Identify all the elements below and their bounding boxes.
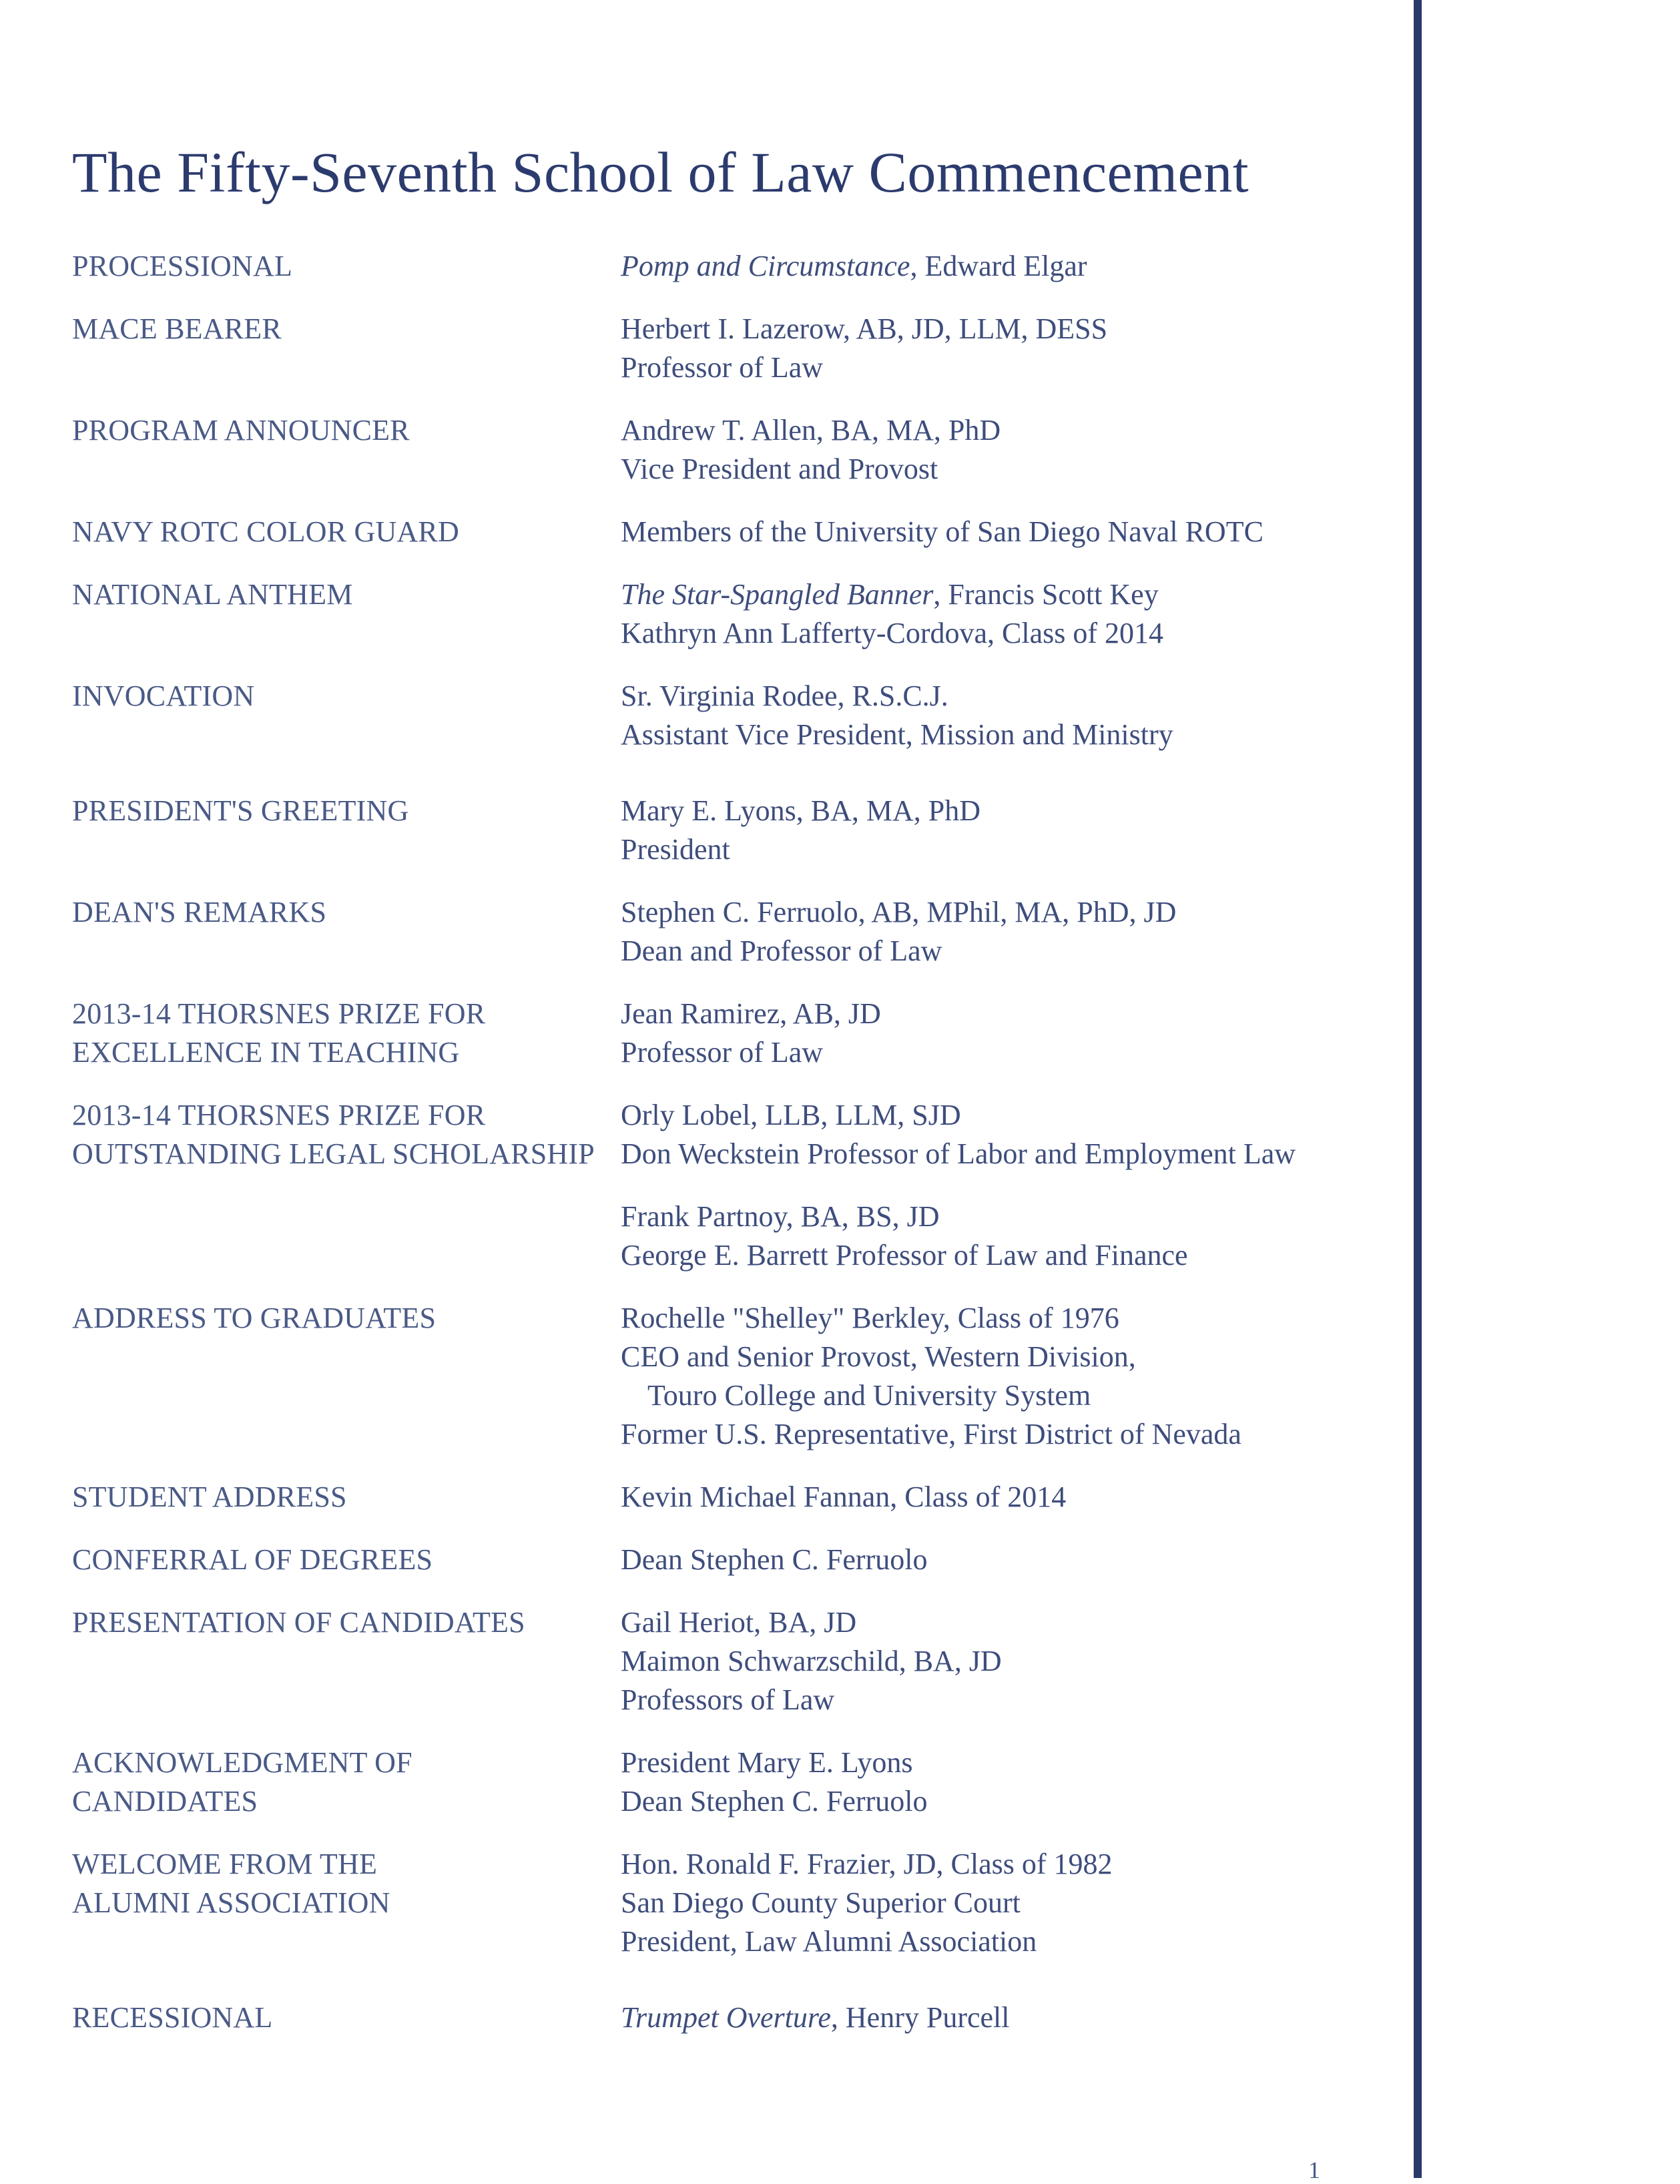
detail-line (621, 995, 1374, 1033)
program-item (72, 995, 1374, 1072)
program-item-label (72, 513, 621, 551)
detail-line (621, 893, 1374, 932)
detail-line (621, 830, 1374, 869)
detail-line (621, 1884, 1374, 1922)
detail-text: Jean Ramirez, AB, JD (621, 997, 881, 1030)
label-line: MACE BEARER (72, 312, 282, 345)
detail-text: San Diego County Superior Court (621, 1886, 1021, 1919)
detail-text: Stephen C. Ferruolo, AB, MPhil, MA, PhD, JD (621, 896, 1177, 928)
detail-text: Andrew T. Allen, BA, MA, PhD (621, 414, 1001, 447)
detail-line (621, 614, 1374, 653)
detail-text: Herbert I. Lazerow, AB, JD, LLM, DESS (621, 312, 1108, 345)
detail-line (621, 310, 1374, 348)
program-item (72, 247, 1374, 286)
detail-text: Maimon Schwarzschild, BA, JD (621, 1645, 1002, 1677)
detail-text: President (621, 833, 730, 866)
label-line: INVOCATION (72, 679, 255, 712)
program-item-details (621, 1096, 1374, 1173)
label-line: STUDENT ADDRESS (72, 1480, 347, 1513)
program-item-details (621, 1478, 1374, 1517)
program-item (72, 1743, 1374, 1821)
program-item-label (72, 411, 621, 450)
detail-text: CEO and Senior Provost, Western Division, (621, 1340, 1136, 1373)
page-number: 1 (1308, 2157, 1320, 2183)
program-item-details (621, 1743, 1374, 1821)
label-line: PRESENTATION OF CANDIDATES (72, 1606, 525, 1639)
detail-line (621, 1478, 1374, 1517)
detail-line (621, 1033, 1374, 1072)
detail-line (621, 1096, 1374, 1135)
program-item-details (621, 677, 1374, 754)
detail-line (621, 1541, 1374, 1579)
detail-text: President, Law Alumni Association (621, 1925, 1037, 1958)
program-item (72, 575, 1374, 653)
detail-line (621, 513, 1374, 551)
detail-text: Touro College and University System (647, 1379, 1091, 1412)
program-item-details (621, 411, 1374, 489)
program-item-label (72, 1541, 621, 1579)
label-line: PRESIDENT'S GREETING (72, 794, 409, 827)
detail-line (621, 1415, 1374, 1454)
detail-line (621, 348, 1374, 387)
program-item-details (621, 1998, 1374, 2037)
detail-line (621, 575, 1374, 614)
label-line: 2013-14 THORSNES PRIZE FOR (72, 997, 486, 1030)
detail-line (621, 1743, 1374, 1782)
detail-line (621, 1135, 1374, 1173)
program-item-details (621, 1197, 1374, 1275)
detail-line (621, 1845, 1374, 1884)
detail-text: Professor of Law (621, 1036, 824, 1069)
program-item-details (621, 1845, 1374, 1961)
program-item-label (72, 1478, 621, 1517)
detail-line (621, 677, 1374, 716)
program-item-details (621, 513, 1374, 551)
detail-text: Gail Heriot, BA, JD (621, 1606, 857, 1639)
detail-line (621, 247, 1374, 286)
detail-text: , Henry Purcell (830, 2001, 1010, 2034)
program-item-details (621, 310, 1374, 387)
program-item-details (621, 792, 1374, 869)
detail-line (621, 1197, 1374, 1236)
detail-text: , Francis Scott Key (933, 578, 1159, 611)
program-item (72, 411, 1374, 489)
detail-text: Members of the University of San Diego Naval ROTC (621, 515, 1264, 548)
program-item (72, 677, 1374, 754)
program-item-label (72, 575, 621, 614)
detail-line (621, 1998, 1374, 2037)
page-title: The Fifty-Seventh School of Law Commencement (72, 140, 1249, 204)
program-item-details (621, 995, 1374, 1072)
detail-text: Kevin Michael Fannan, Class of 2014 (621, 1480, 1067, 1513)
detail-text: George E. Barrett Professor of Law and Finance (621, 1239, 1188, 1272)
program-item (72, 513, 1374, 551)
label-line: NATIONAL ANTHEM (72, 578, 353, 611)
label-line: RECESSIONAL (72, 2001, 273, 2034)
detail-text: Former U.S. Representative, First District of Nevada (621, 1418, 1241, 1450)
work-title: The Star-Spangled Banner (621, 578, 934, 611)
detail-line (621, 1642, 1374, 1681)
program-item-label (72, 677, 621, 716)
detail-text: Professors of Law (621, 1683, 835, 1716)
detail-text: Kathryn Ann Lafferty-Cordova, Class of 2014 (621, 617, 1164, 649)
detail-text: Rochelle "Shelley" Berkley, Class of 1976 (621, 1302, 1119, 1334)
program-item-label (72, 893, 621, 932)
detail-line (621, 411, 1374, 450)
detail-line (621, 932, 1374, 971)
detail-text: Assistant Vice President, Mission and Ministry (621, 718, 1173, 751)
program-item (72, 1096, 1374, 1173)
detail-line (621, 1603, 1374, 1642)
label-line: PROCESSIONAL (72, 250, 293, 282)
label-line: CANDIDATES (72, 1785, 258, 1818)
program-item (72, 1478, 1374, 1517)
program-item-label (72, 1299, 621, 1338)
program-item (72, 1197, 1374, 1275)
program-item-details (621, 247, 1374, 286)
program-item-label (72, 1998, 621, 2037)
detail-text: President Mary E. Lyons (621, 1746, 913, 1779)
detail-text: Professor of Law (621, 351, 824, 384)
program-item-details (621, 893, 1374, 971)
program-item (72, 792, 1374, 869)
program-item-details (621, 1603, 1374, 1719)
label-line: DEAN'S REMARKS (72, 896, 327, 928)
detail-line (621, 450, 1374, 489)
detail-text: Orly Lobel, LLB, LLM, SJD (621, 1099, 961, 1131)
label-line: NAVY ROTC COLOR GUARD (72, 515, 459, 548)
detail-text: Mary E. Lyons, BA, MA, PhD (621, 794, 981, 827)
label-line: OUTSTANDING LEGAL SCHOLARSHIP (72, 1137, 595, 1170)
label-line: ALUMNI ASSOCIATION (72, 1886, 390, 1919)
program-item-details (621, 1299, 1374, 1454)
detail-line (621, 1299, 1374, 1338)
detail-text: , Edward Elgar (910, 250, 1087, 282)
program-item-label (72, 1845, 621, 1922)
detail-line (621, 716, 1374, 754)
work-title: Trumpet Overture (621, 2001, 831, 2034)
program-item-label (72, 310, 621, 348)
program-item-details (621, 575, 1374, 653)
detail-text: Don Weckstein Professor of Labor and Employment Law (621, 1137, 1296, 1170)
detail-text: Frank Partnoy, BA, BS, JD (621, 1200, 940, 1233)
detail-text: Hon. Ronald F. Frazier, JD, Class of 1982 (621, 1848, 1113, 1880)
program-item (72, 1603, 1374, 1719)
program-item-label (72, 1603, 621, 1642)
label-line: EXCELLENCE IN TEACHING (72, 1036, 460, 1069)
program-item (72, 1299, 1374, 1454)
page-edge-rule (1414, 0, 1422, 2178)
program-item-label (72, 995, 621, 1072)
detail-line (621, 1236, 1374, 1275)
program-item (72, 1845, 1374, 1961)
label-line: ACKNOWLEDGMENT OF (72, 1746, 412, 1779)
program-item-details (621, 1541, 1374, 1579)
work-title: Pomp and Circumstance (621, 250, 910, 282)
detail-text: Sr. Virginia Rodee, R.S.C.J. (621, 679, 948, 712)
label-line: ADDRESS TO GRADUATES (72, 1302, 437, 1334)
detail-line (621, 1681, 1374, 1719)
program-item (72, 893, 1374, 971)
label-line: PROGRAM ANNOUNCER (72, 414, 410, 447)
detail-line (621, 1338, 1374, 1376)
program-item (72, 1541, 1374, 1579)
detail-text: Vice President and Provost (621, 453, 938, 485)
program-item-label (72, 1743, 621, 1821)
label-line: WELCOME FROM THE (72, 1848, 378, 1880)
detail-line (621, 792, 1374, 830)
program-list (72, 247, 1374, 2061)
program-item-label (72, 247, 621, 286)
program-item (72, 1998, 1374, 2037)
program-item-label (72, 1096, 621, 1173)
detail-text: Dean Stephen C. Ferruolo (621, 1543, 928, 1576)
detail-text: Dean and Professor of Law (621, 934, 942, 967)
label-line: CONFERRAL OF DEGREES (72, 1543, 433, 1576)
detail-line (621, 1782, 1374, 1821)
detail-text: Dean Stephen C. Ferruolo (621, 1785, 928, 1818)
detail-line (621, 1376, 1374, 1415)
detail-line (621, 1922, 1374, 1961)
program-item (72, 310, 1374, 387)
label-line: 2013-14 THORSNES PRIZE FOR (72, 1099, 486, 1131)
program-item-label (72, 792, 621, 830)
